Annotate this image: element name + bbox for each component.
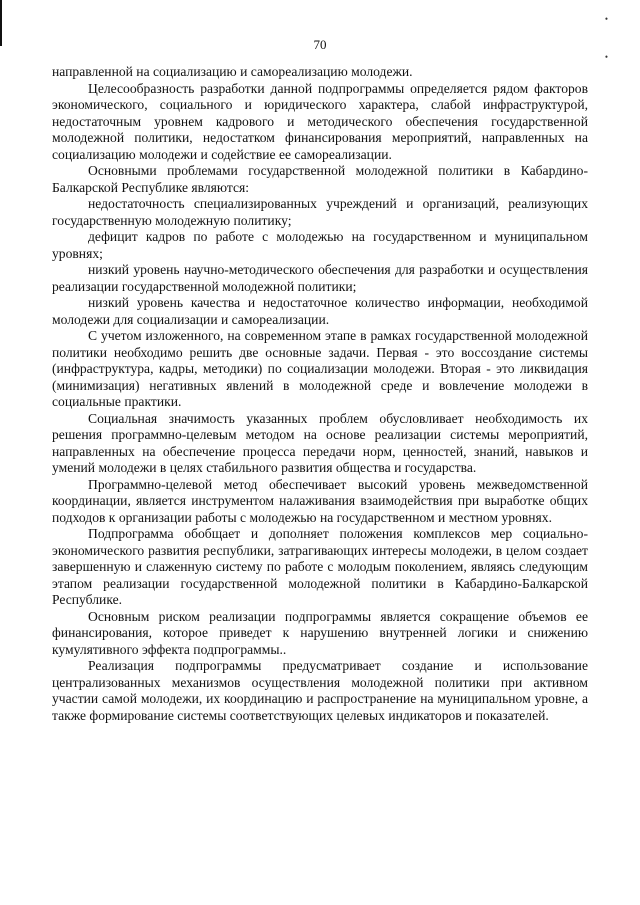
paragraph: Основными проблемами государственной молодежной политики в Кабардино-Балкарской Республике являются: <box>52 163 588 195</box>
paragraph: недостаточность специализированных учреждений и организаций, реализующих государственную молодежную политику; <box>52 196 588 228</box>
paragraph: Основным риском реализации подпрограммы является сокращение объемов ее финансирования, которое приведет к нарушению внутренней логики и снижению кумулятивного эффекта подпрограммы.. <box>52 608 588 657</box>
paragraph: Социальная значимость указанных проблем обусловливает необходимость их решения программно-целевым методом на основе реализации системы мероприятий, направленных на обеспечение процесса передачи норм, ценностей, знаний, навыков и умений молодежи в целях стабильного развития общества и государства. <box>52 410 588 475</box>
document-body <box>52 64 588 724</box>
scan-speck: • <box>604 14 608 24</box>
paragraph: низкий уровень научно-методического обеспечения для разработки и осуществления реализации государственной молодежной политики; <box>52 262 588 294</box>
paragraph: Подпрограмма обобщает и дополняет положения комплексов мер социально-экономического развития республики, затрагивающих интересы молодежи, в целом создает завершенную и слаженную систему по работе с молодым поколением, являясь следующим этапом реализации государственной молодежной политики в Кабардино-Балкарской Республике. <box>52 526 588 607</box>
paragraph: Целесообразность разработки данной подпрограммы определяется рядом факторов экономического, социального и юридического характера, слабой инфраструктурой, недостаточным уровнем кадрового и методического обеспечения государственной молодежной политики, недостатком финансирования мероприятий, направленных на социализацию молодежи и содействие ее самореализации. <box>52 80 588 162</box>
scan-speck: • <box>604 52 608 62</box>
paragraph: С учетом изложенного, на современном этапе в рамках государственной молодежной политики необходимо решить две основные задачи. Первая - это воссоздание системы (инфраструктура, кадры, методики) по социализации молодежи. Вторая - это ликвидация (минимизация) негативных явлений в молодежной среде и вовлечение молодежи в социальные практики. <box>52 328 588 409</box>
paragraph: Программно-целевой метод обеспечивает высокий уровень межведомственной координации, является инструментом налаживания взаимодействия при выработке общих подходов к организации работы с молодежью на государственном и местном уровнях. <box>52 476 588 525</box>
paragraph: Реализация подпрограммы предусматривает создание и использование централизованных механизмов осуществления молодежной политики при активном участии самой молодежи, их координацию и распространение на муниципальном уровне, а также формирование системы соответствующих целевых индикаторов и показателей. <box>52 658 588 723</box>
paragraph: направленной на социализацию и самореализацию молодежи. <box>52 64 413 79</box>
page-number: 70 <box>313 37 327 52</box>
paragraph: дефицит кадров по работе с молодежью на государственном и муниципальном уровнях; <box>52 229 588 261</box>
paragraph: низкий уровень качества и недостаточное количество информации, необходимой молодежи для социализации и самореализации. <box>52 295 588 327</box>
